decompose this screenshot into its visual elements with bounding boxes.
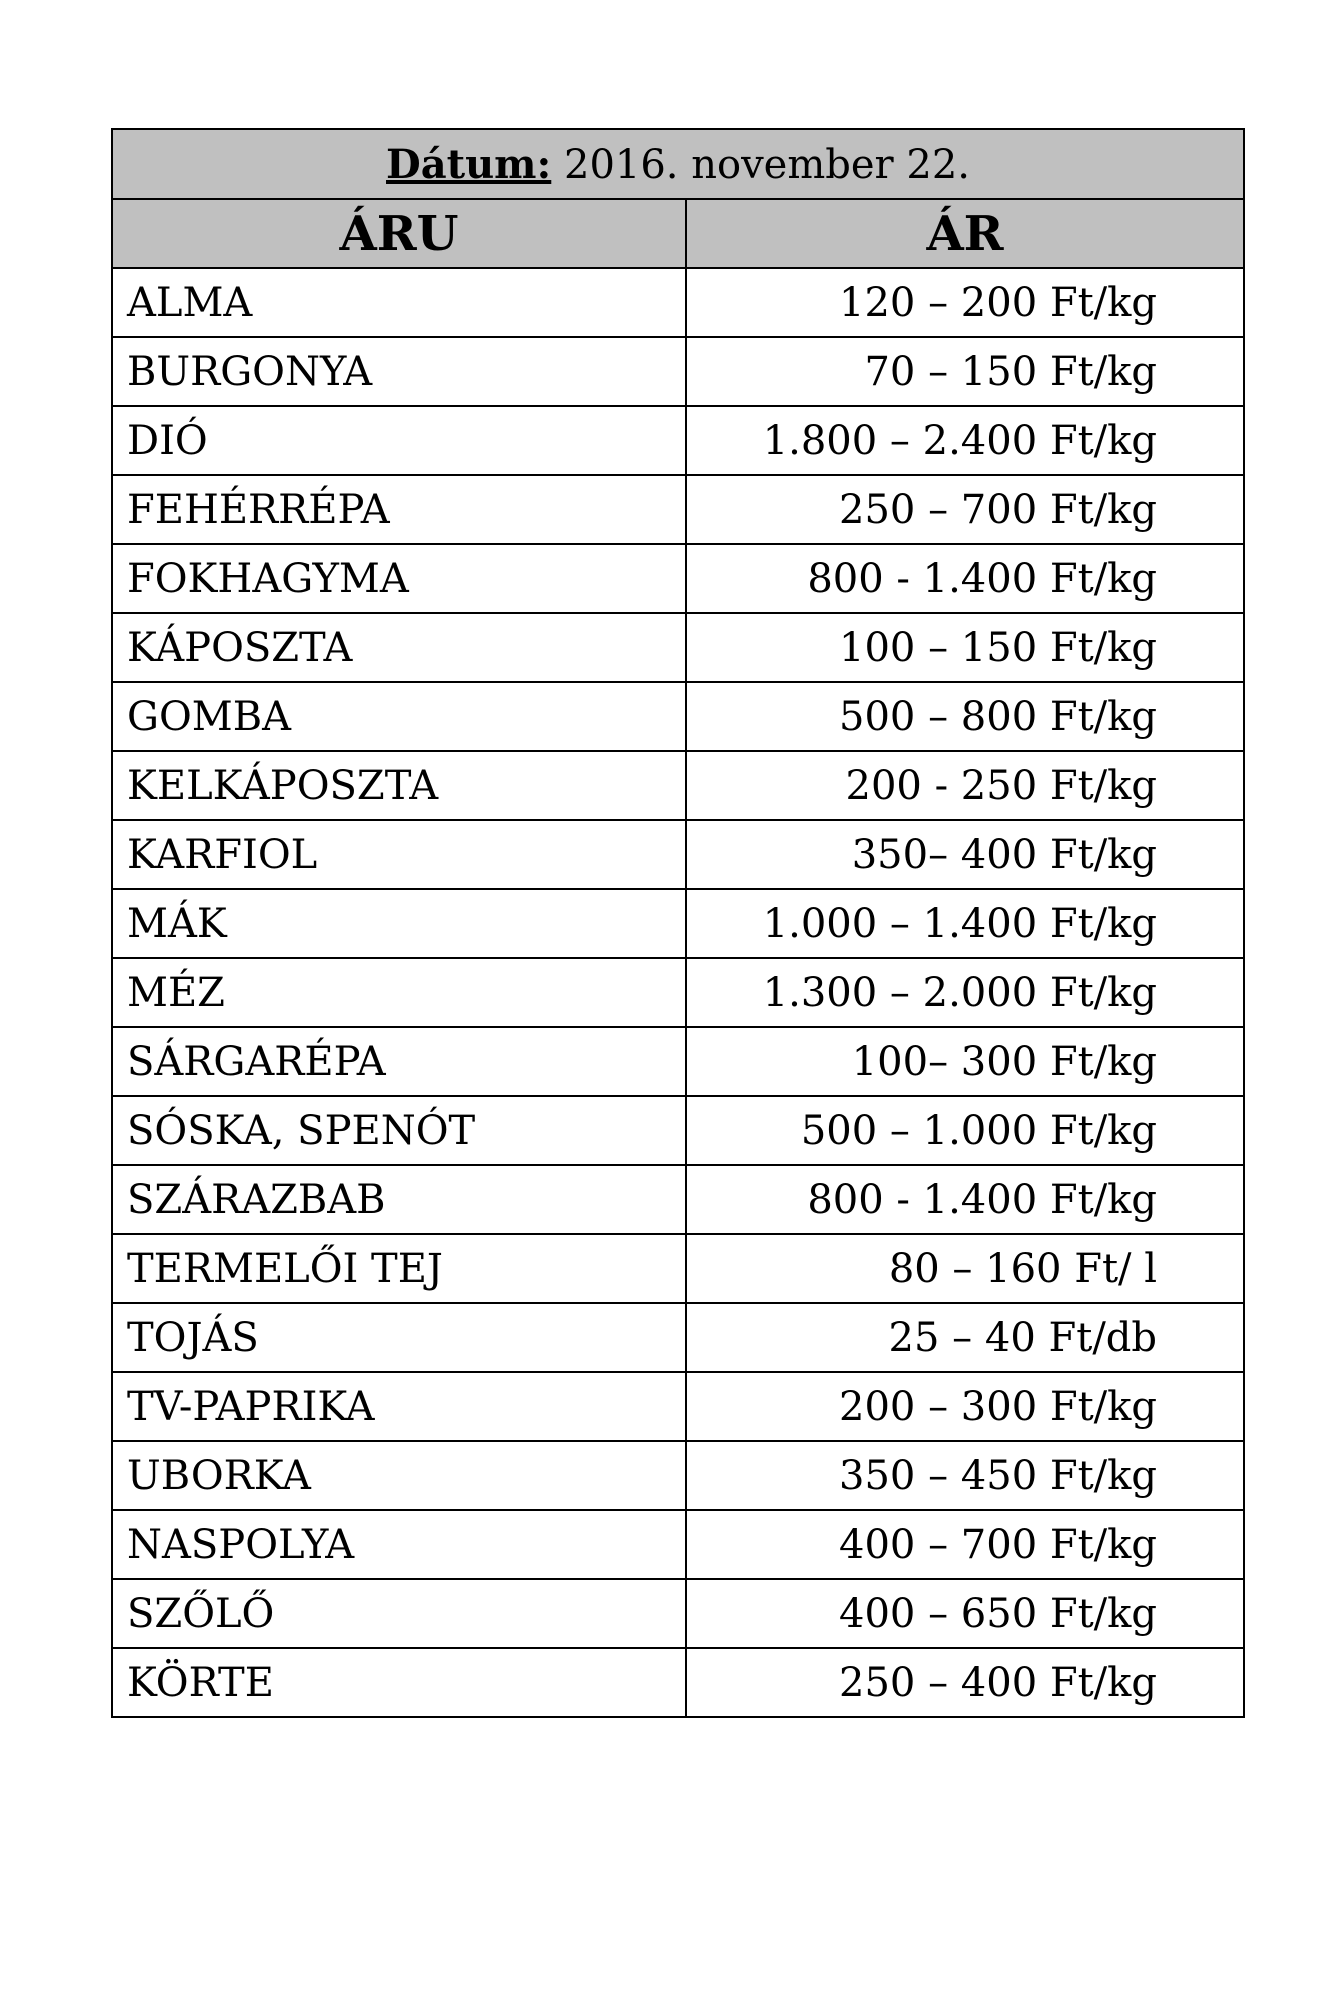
header-row [112, 199, 1244, 268]
table-row [112, 1303, 1244, 1372]
table-row [112, 1510, 1244, 1579]
table-row [112, 682, 1244, 751]
table-row [112, 1441, 1244, 1510]
item-cell: NASPOLYA [112, 1510, 686, 1579]
date-row [112, 129, 1244, 199]
item-cell: SÁRGARÉPA [112, 1027, 686, 1096]
header-price: ÁR [686, 199, 1244, 268]
item-cell: SÓSKA, SPENÓT [112, 1096, 686, 1165]
table-row [112, 1372, 1244, 1441]
item-cell: GOMBA [112, 682, 686, 751]
price-cell: 25 – 40 Ft/db [686, 1303, 1244, 1372]
price-cell: 100 – 150 Ft/kg [686, 613, 1244, 682]
price-cell: 250 – 400 Ft/kg [686, 1648, 1244, 1717]
date-value: 2016. november 22. [564, 141, 970, 188]
table-row [112, 958, 1244, 1027]
price-cell: 200 - 250 Ft/kg [686, 751, 1244, 820]
price-cell: 400 – 700 Ft/kg [686, 1510, 1244, 1579]
table-row [112, 889, 1244, 958]
price-table [111, 128, 1245, 1718]
item-cell: UBORKA [112, 1441, 686, 1510]
date-label: Dátum: [386, 140, 552, 188]
item-cell: SZÁRAZBAB [112, 1165, 686, 1234]
table-row [112, 613, 1244, 682]
item-cell: MÁK [112, 889, 686, 958]
price-cell: 800 - 1.400 Ft/kg [686, 1165, 1244, 1234]
table-row [112, 544, 1244, 613]
table-row [112, 1165, 1244, 1234]
price-cell: 400 – 650 Ft/kg [686, 1579, 1244, 1648]
price-cell: 800 - 1.400 Ft/kg [686, 544, 1244, 613]
table-row [112, 1096, 1244, 1165]
item-cell: FOKHAGYMA [112, 544, 686, 613]
price-cell: 1.800 – 2.400 Ft/kg [686, 406, 1244, 475]
item-cell: BURGONYA [112, 337, 686, 406]
item-cell: TV-PAPRIKA [112, 1372, 686, 1441]
item-cell: KÁPOSZTA [112, 613, 686, 682]
price-cell: 1.300 – 2.000 Ft/kg [686, 958, 1244, 1027]
price-cell: 500 – 1.000 Ft/kg [686, 1096, 1244, 1165]
item-cell: TOJÁS [112, 1303, 686, 1372]
price-cell: 200 – 300 Ft/kg [686, 1372, 1244, 1441]
price-cell: 100– 300 Ft/kg [686, 1027, 1244, 1096]
item-cell: FEHÉRRÉPA [112, 475, 686, 544]
item-cell: DIÓ [112, 406, 686, 475]
table-row [112, 1579, 1244, 1648]
table-row [112, 1648, 1244, 1717]
item-cell: ALMA [112, 268, 686, 337]
table-row [112, 406, 1244, 475]
table-row [112, 820, 1244, 889]
price-cell: 250 – 700 Ft/kg [686, 475, 1244, 544]
price-cell: 350– 400 Ft/kg [686, 820, 1244, 889]
table-row [112, 268, 1244, 337]
item-cell: KELKÁPOSZTA [112, 751, 686, 820]
table-row [112, 1027, 1244, 1096]
item-cell: KÖRTE [112, 1648, 686, 1717]
table-row [112, 475, 1244, 544]
price-cell: 120 – 200 Ft/kg [686, 268, 1244, 337]
table-row [112, 751, 1244, 820]
item-cell: MÉZ [112, 958, 686, 1027]
item-cell: SZŐLŐ [112, 1579, 686, 1648]
table-row [112, 337, 1244, 406]
price-cell: 500 – 800 Ft/kg [686, 682, 1244, 751]
price-cell: 1.000 – 1.400 Ft/kg [686, 889, 1244, 958]
price-cell: 80 – 160 Ft/ l [686, 1234, 1244, 1303]
price-cell: 350 – 450 Ft/kg [686, 1441, 1244, 1510]
table-row [112, 1234, 1244, 1303]
price-cell: 70 – 150 Ft/kg [686, 337, 1244, 406]
header-item: ÁRU [112, 199, 686, 268]
item-cell: KARFIOL [112, 820, 686, 889]
item-cell: TERMELŐI TEJ [112, 1234, 686, 1303]
date-cell [112, 129, 1244, 199]
